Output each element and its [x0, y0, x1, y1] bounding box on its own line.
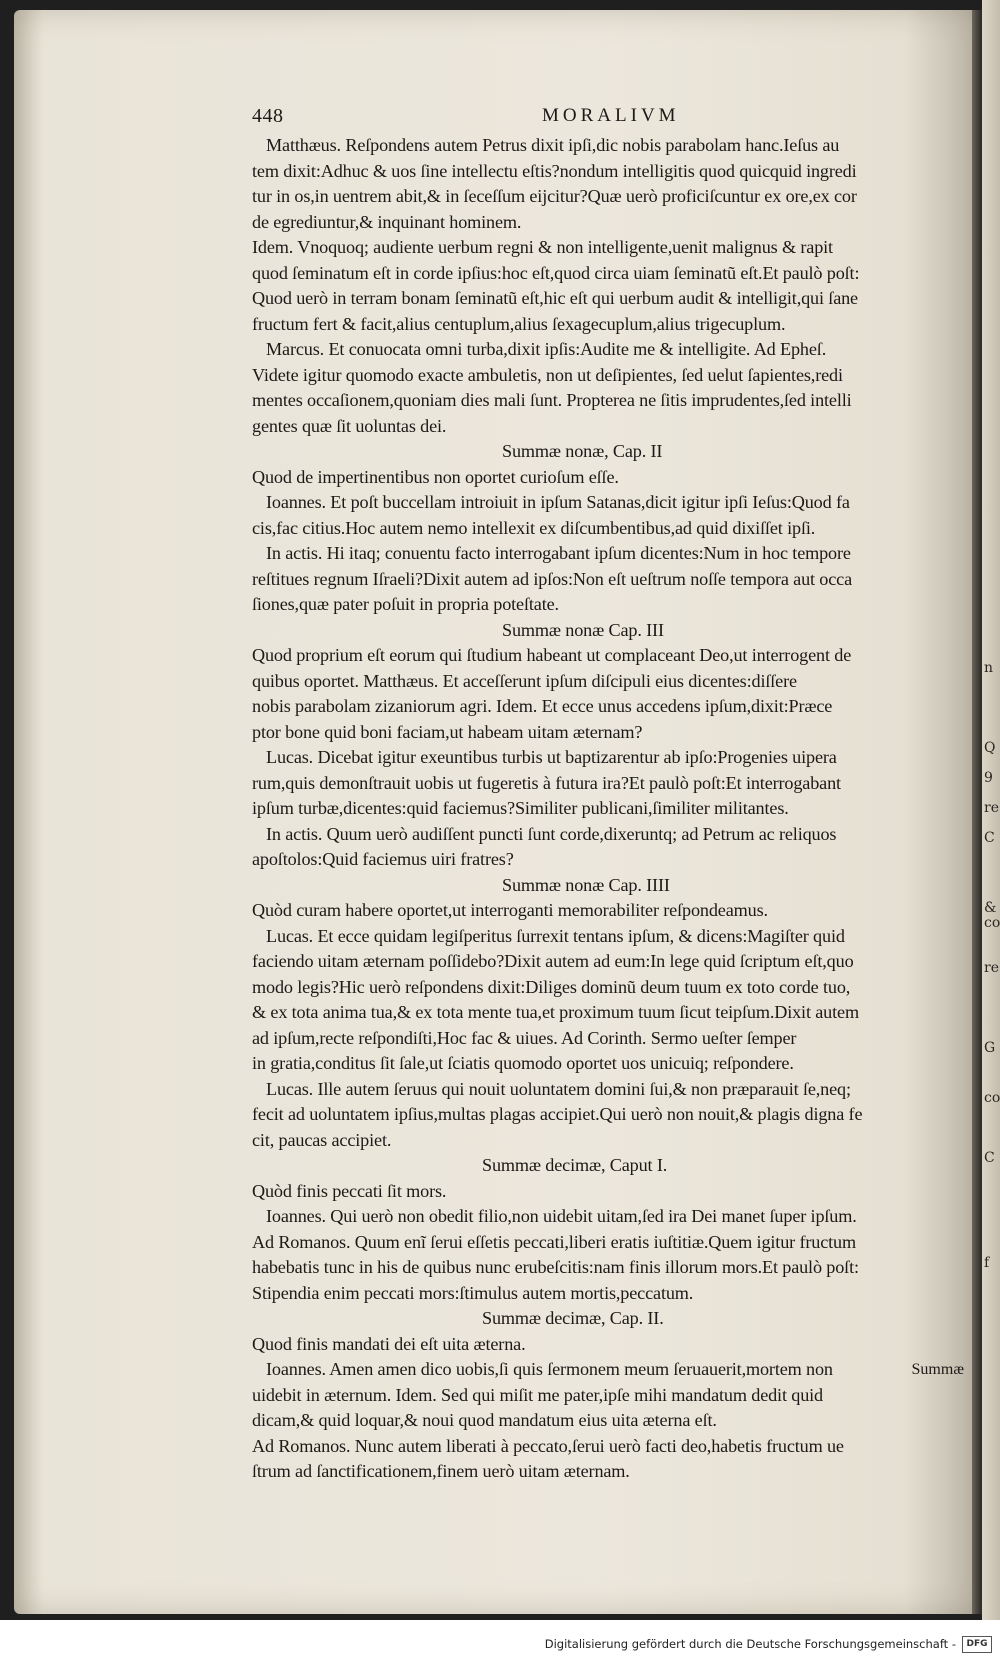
section-heading: Summæ decimæ, Caput I.: [482, 1155, 668, 1175]
adjacent-page-fragment: co: [984, 1090, 1000, 1106]
dfg-logo-icon: DFG: [962, 1636, 992, 1653]
adjacent-page-fragment: C: [984, 830, 995, 846]
adjacent-page-fragment: co: [984, 915, 1000, 931]
funding-credit: Digitalisierung gefördert durch die Deutsche Forschungsgemeinschaft -: [544, 1637, 956, 1651]
text-line: quibus oportet. Matthæus. Et acceſſerunt ipſum diſcipuli eius dicentes:diſſere: [252, 670, 797, 691]
adjacent-page-fragment: 9: [984, 770, 993, 786]
text-line: de egrediuntur,& inquinant hominem.: [252, 211, 522, 232]
text-line: dicam,& quid loquar,& noui quod mandatum eius uita æterna eſt.: [252, 1410, 717, 1430]
text-line: Quod proprium eſt eorum qui ſtudium habeant ut complaceant Deo,ut interrogent de: [252, 645, 852, 665]
text-line: Idem. Vnoquoq; audiente uerbum regni & non intelligente,uenit malignus & rapit: [252, 237, 833, 257]
text-line: gentes quæ ſit uoluntas dei.: [252, 415, 447, 436]
text-line: modo legis?Hic uerò reſpondens dixit:Diliges dominũ deum tuum ex toto corde tuo,: [252, 976, 851, 997]
adjacent-page-fragment: C: [984, 1150, 995, 1166]
text-line: in gratia,conditus ſit ſale,ut ſciatis quomodo oportet uos unicuiq; reſpondere.: [252, 1053, 794, 1073]
running-title: MORALIVM: [542, 105, 680, 126]
text-line: Lucas. Ille autem ſeruus qui nouit uoluntatem domini ſui,& non præparauit ſe,neq;: [266, 1078, 851, 1099]
section-heading: Summæ nonæ, Cap. II: [502, 441, 663, 461]
text-line: Videte igitur quomodo exacte ambuletis, non ut deſipientes, ſed uelut ſapientes,redi: [252, 364, 843, 385]
adjacent-page-fragment: f: [984, 1255, 990, 1271]
catchword: Summæ: [911, 1361, 964, 1378]
page-number: 448: [252, 105, 284, 127]
adjacent-page-fragment: &: [984, 900, 997, 916]
text-line: Stipendia enim peccati mors:ſtimulus autem mortis,peccatum.: [252, 1282, 694, 1303]
text-line: ipſum turbæ,dicentes:quid faciemus?Similiter publicani,ſimiliter militantes.: [252, 798, 789, 818]
text-line: Quod de impertinentibus non oportet curioſum eſſe.: [252, 466, 619, 487]
text-line: Quòd finis peccati ſit mors.: [252, 1180, 447, 1201]
section-heading: Summæ nonæ Cap. IIII: [502, 874, 670, 895]
page-header: [252, 105, 968, 133]
text-line: quod ſeminatum eſt in corde ipſius:hoc eſt,quod circa uiam ſeminatũ eſt.Et paulò poſt:: [252, 262, 860, 283]
book-gutter: [972, 10, 982, 1614]
text-line: Ioannes. Et poſt buccellam introiuit in ipſum Satanas,dicit igitur ipſi Ieſus:Quod fa: [266, 492, 850, 512]
text-line: ad ipſum,recte reſpondiſti,Hoc fac & uiues. Ad Corinth. Sermo ueſter ſemper: [252, 1027, 797, 1048]
text-line: cit, paucas accipiet.: [252, 1129, 392, 1150]
text-line: Quod uerò in terram bonam ſeminatũ eſt,hic eſt qui uerbum audit & intelligit,qui ſane: [252, 288, 858, 308]
adjacent-page-fragment: n: [984, 660, 994, 676]
text-line: tem dixit:Adhuc & uos ſine intellectu eſtis?nondum intelligitis quod quicquid ingredi: [252, 160, 857, 181]
adjacent-page-fragment: G: [984, 1040, 996, 1056]
text-line: ſiones,quæ pater poſuit in propria poteſtate.: [252, 594, 559, 614]
text-line: habebatis tunc in his de quibus nunc erubeſcitis:nam finis illorum mors.Et paulò poſt:: [252, 1257, 859, 1277]
body-text: [252, 133, 968, 1485]
text-line: fecit ad uoluntatem ipſius,multas plagas accipiet.Qui uerò non nouit,& plagis digna fe: [252, 1104, 863, 1124]
text-line: mentes occaſionem,quoniam dies mali ſunt. Propterea ne ſitis imprudentes,ſed intelli: [252, 390, 852, 410]
text-line: Ad Romanos. Nunc autem liberati à peccato,ſerui uerò facti deo,habetis fructum ue: [252, 1435, 844, 1456]
adjacent-page-fragment: Q: [984, 740, 996, 756]
text-line: apoſtolos:Quid faciemus uiri fratres?: [252, 849, 514, 869]
adjacent-page-fragment: re: [984, 960, 999, 976]
text-line: rum,quis demonſtrauit uobis ut fugeretis à futura ira?Et paulò poſt:Et interrogabant: [252, 772, 841, 793]
text-line: cis,fac citius.Hoc autem nemo intellexit ex diſcumbentibus,ad quid dixiſſet ipſi.: [252, 517, 816, 538]
text-line: & ex tota anima tua,& ex tota mente tua,et proximum tuum ſicut teipſum.Dixit autem: [252, 1002, 859, 1022]
text-block: [252, 105, 968, 1485]
text-line: Matthæus. Reſpondens autem Petrus dixit ipſi,dic nobis parabolam hanc.Ieſus au: [266, 135, 840, 155]
text-line: nobis parabolam zizaniorum agri. Idem. Et ecce unus accedens ipſum,dixit:Præce: [252, 696, 833, 716]
adjacent-page-edge: [982, 0, 1000, 1620]
footer-bar: [0, 1620, 1000, 1668]
text-line: Ioannes. Amen amen dico uobis,ſi quis ſermonem meum ſeruauerit,mortem non: [266, 1359, 833, 1379]
text-line: tur in os,in uentrem abit,& in ſeceſſum eijcitur?Quæ uerò proficiſcuntur ex ore,ex cor: [252, 186, 857, 206]
text-line: In actis. Quum uerò audiſſent puncti ſunt corde,dixeruntq; ad Petrum ac reliquos: [266, 823, 837, 844]
text-line: Lucas. Et ecce quidam legiſperitus ſurrexit tentans ipſum, & dicens:Magiſter quid: [266, 925, 845, 946]
section-heading: Summæ decimæ, Cap. II.: [482, 1308, 664, 1328]
text-line: uidebit in æternum. Idem. Sed qui miſit me pater,ipſe mihi mandatum dedit quid: [252, 1384, 823, 1405]
text-line: Ioannes. Qui uerò non obedit filio,non uidebit uitam,ſed ira Dei manet ſuper ipſum.: [266, 1206, 857, 1226]
section-heading: Summæ nonæ Cap. III: [502, 619, 664, 640]
text-line: Marcus. Et conuocata omni turba,dixit ipſis:Audite me & intelligite. Ad Epheſ.: [266, 339, 827, 359]
text-line: fructum fert & facit,alius centuplum,alius ſexagecuplum,alius trigecuplum.: [252, 313, 786, 334]
adjacent-page-fragment: re: [984, 800, 999, 816]
text-line: ſtrum ad ſanctificationem,finem uerò uitam æternam.: [252, 1461, 630, 1481]
text-line: Lucas. Dicebat igitur exeuntibus turbis ut baptizarentur ab ipſo:Progenies uipera: [266, 747, 837, 767]
text-line: Ad Romanos. Quum enĩ ſerui eſſetis peccati,liberi eratis iuſtitiæ.Quem igitur fructum: [252, 1231, 856, 1252]
text-line: Quod finis mandati dei eſt uita æterna.: [252, 1333, 526, 1354]
book-page: [14, 10, 982, 1614]
text-line: ptor bone quid boni faciam,ut habeam uitam æternam?: [252, 721, 643, 742]
text-line: Quòd curam habere oportet,ut interroganti memorabiliter reſpondeamus.: [252, 900, 768, 920]
text-line: In actis. Hi itaq; conuentu facto interrogabant ipſum dicentes:Num in hoc tempore: [266, 543, 851, 563]
text-line: faciendo uitam æternam poſſidebo?Dixit autem ad eum:In lege quid ſcriptum eſt,quo: [252, 951, 854, 971]
text-line: reſtitues regnum Iſraeli?Dixit autem ad ipſos:Non eſt ueſtrum noſſe tempora aut occa: [252, 568, 853, 589]
